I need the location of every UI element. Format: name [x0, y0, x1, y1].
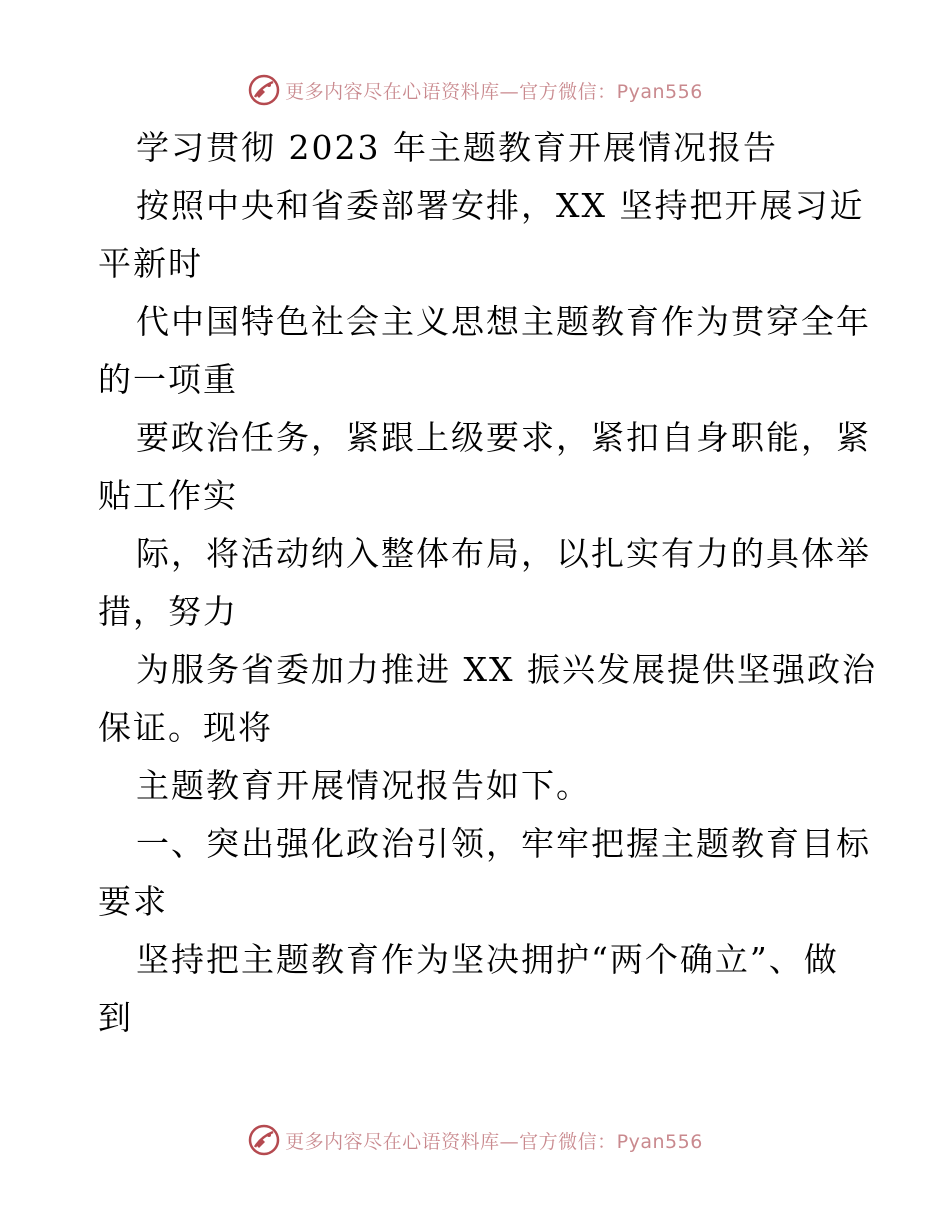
paragraph-line: 贴工作实	[98, 476, 238, 515]
banner-caption: 更多内容尽在心语资料库—官方微信：	[285, 80, 617, 103]
book-pen-logo-icon	[247, 1123, 281, 1157]
section-heading-continued: 要求	[98, 882, 168, 921]
banner-text	[285, 1127, 703, 1154]
paragraph-line: 的一项重	[98, 360, 238, 399]
wechat-id: Pyan556	[616, 1130, 703, 1153]
paragraph-line: 按照中央和省委部署安排，XX 坚持把开展习近	[136, 186, 865, 225]
book-pen-logo-icon	[247, 73, 281, 107]
paragraph-line: 到	[98, 998, 133, 1037]
document-title: 学习贯彻 2023 年主题教育开展情况报告	[136, 128, 778, 167]
document-body	[98, 119, 877, 1047]
paragraph-line: 措，努力	[98, 592, 238, 631]
paragraph-line: 平新时	[98, 244, 203, 283]
footer-banner	[0, 1120, 950, 1160]
paragraph-line: 保证。现将	[98, 708, 273, 747]
paragraph-line: 坚持把主题教育作为坚决拥护“两个确立”、做	[136, 940, 839, 979]
paragraph-line: 际，将活动纳入整体布局，以扎实有力的具体举	[136, 534, 871, 573]
banner-caption: 更多内容尽在心语资料库—官方微信：	[285, 1130, 617, 1153]
banner-text	[285, 77, 703, 104]
header-banner	[0, 70, 950, 110]
section-heading: 一、突出强化政治引领，牢牢把握主题教育目标	[136, 824, 871, 863]
paragraph-line: 代中国特色社会主义思想主题教育作为贯穿全年	[136, 302, 871, 341]
paragraph-line: 主题教育开展情况报告如下。	[136, 766, 591, 805]
paragraph-line: 为服务省委加力推进 XX 振兴发展提供坚强政治	[136, 650, 877, 689]
wechat-id: Pyan556	[616, 80, 703, 103]
paragraph-line: 要政治任务，紧跟上级要求，紧扣自身职能，紧	[136, 418, 871, 457]
